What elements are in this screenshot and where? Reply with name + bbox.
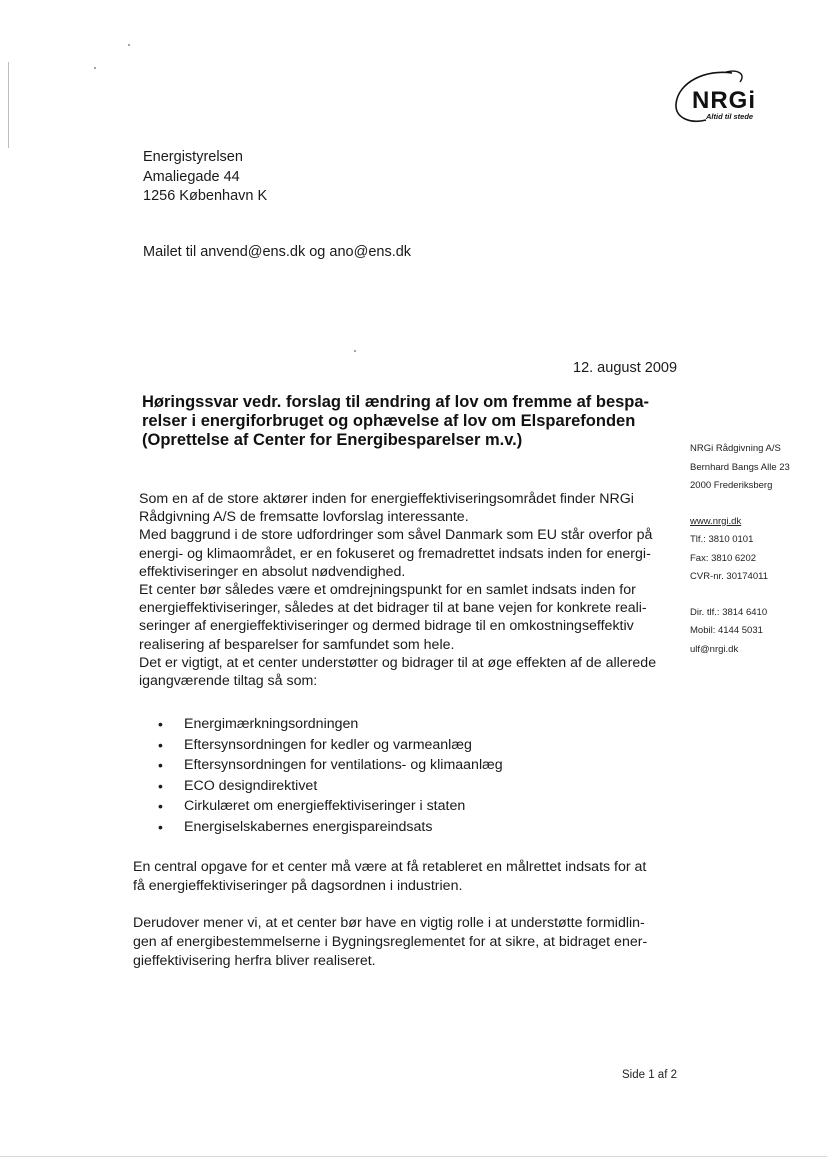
sidebar-website-link[interactable]: www.nrgi.dk <box>690 515 742 527</box>
body-line: Det er vigtigt, at et center understøtter og bidrager til at øge effekten af de allerede <box>139 654 657 671</box>
recipient-address <box>143 148 267 207</box>
list-item <box>158 817 658 838</box>
initiatives-list <box>158 714 658 837</box>
subject-line: Høringssvar vedr. forslag til ændring af lov om fremme af bespa- <box>142 393 650 411</box>
body-line: energieffektiviseringer, således at det bidrager til at bane vejen for konkrete reali- <box>139 600 647 617</box>
bullet-icon: • <box>158 818 163 835</box>
body-line: energi- og klimaområdet, er en fokuseret og fremadrettet indsats inden for energi- <box>139 545 651 562</box>
body-line: igangværende tiltag så som: <box>139 673 318 690</box>
scan-bottom-line <box>0 1156 827 1157</box>
building-regulations-paragraph <box>133 914 678 971</box>
scan-speck <box>128 44 130 46</box>
list-item-text: Eftersynsordningen for kedler og varmeanlæg <box>184 736 472 753</box>
sender-sidebar <box>690 440 820 659</box>
body-line: seringer af energieffektiviseringer og dermed bidrage til en omkostningseffektiv <box>139 618 634 635</box>
bullet-icon: • <box>158 716 163 732</box>
list-item <box>158 714 658 735</box>
list-item <box>158 776 658 797</box>
body-line: Derudover mener vi, at et center bør have en vigtig rolle i at understøtte formidlin- <box>133 915 645 931</box>
list-item-text: ECO designdirektivet <box>184 777 318 794</box>
sidebar-gap <box>690 587 820 604</box>
body-line: En central opgave for et center må være at få retableret en målrettet indsats for at <box>133 859 647 875</box>
scan-speck <box>94 67 96 69</box>
page-number: Side 1 af 2 <box>622 1069 677 1081</box>
body-line: Et center bør således være et omdrejningspunkt for en samlet indsats inden for <box>139 582 636 599</box>
body-line: realisering af besparelser for samfundet som hele. <box>139 636 455 653</box>
body-line: gieffektivisering herfra bliver realiseret. <box>133 953 376 969</box>
sidebar-company: NRGi Rådgivning A/S <box>690 443 781 454</box>
list-item <box>158 735 658 756</box>
nrgi-logo <box>666 66 786 128</box>
letter-date: 12. august 2009 <box>573 360 678 376</box>
sidebar-mobile: Mobil: 4144 5031 <box>690 625 763 636</box>
sidebar-direct-phone: Dir. tlf.: 3814 6410 <box>690 606 768 618</box>
sidebar-street: Bernhard Bangs Alle 23 <box>690 461 790 473</box>
list-item <box>158 796 658 817</box>
sidebar-gap <box>690 496 820 513</box>
scan-edge-line <box>8 62 9 148</box>
recipient-name: Energistyrelsen <box>143 149 243 165</box>
subject-line: (Oprettelse af Center for Energibesparelser m.v.) <box>142 431 523 449</box>
bullet-icon: • <box>158 757 163 773</box>
sidebar-email: ulf@nrgi.dk <box>690 643 739 655</box>
recipient-city: 1256 København K <box>143 188 268 204</box>
body-paragraph <box>139 490 684 690</box>
list-item-text: Energimærkningsordningen <box>184 716 359 732</box>
letter-subject <box>142 393 697 450</box>
list-item-text: Energiselskabernes energispareindsats <box>184 818 433 835</box>
subject-line: relser i energiforbruget og ophævelse af lov om Elsparefonden <box>142 412 636 430</box>
sidebar-phone: Tlf.: 3810 0101 <box>690 534 754 545</box>
body-line: gen af energibestemmelserne i Bygningsreglementet for at sikre, at bidraget ener- <box>133 934 648 950</box>
list-item-text: Cirkulæret om energieffektiviseringer i staten <box>184 798 466 814</box>
bullet-icon: • <box>158 736 163 753</box>
body-line: Rådgivning A/S de fremsatte lovforslag interessante. <box>139 509 469 526</box>
mailed-to-line: Mailet til anvend@ens.dk og ano@ens.dk <box>143 244 412 260</box>
sidebar-city: 2000 Frederiksberg <box>690 480 773 491</box>
bullet-icon: • <box>158 798 163 814</box>
scan-speck <box>354 350 356 352</box>
body-line: få energieffektiviseringer på dagsordnen i industrien. <box>133 878 463 894</box>
recipient-street: Amaliegade 44 <box>143 168 240 185</box>
sidebar-fax: Fax: 3810 6202 <box>690 552 757 564</box>
body-line: effektiviseringer en absolut nødvendighed. <box>139 563 406 580</box>
central-task-paragraph <box>133 858 678 896</box>
body-line: Med baggrund i de store udfordringer som såvel Danmark som EU står overfor på <box>139 527 653 544</box>
list-item-text: Eftersynsordningen for ventilations- og klimaanlæg <box>184 757 503 773</box>
body-line: Som en af de store aktører inden for energieffektiviseringsområdet finder NRGi <box>139 491 634 507</box>
bullet-icon: • <box>158 777 163 794</box>
list-item <box>158 755 658 776</box>
logo-tagline: Altid til stede <box>706 112 754 121</box>
logo-wordmark: NRGi <box>692 87 756 114</box>
sidebar-cvr: CVR-nr. 30174011 <box>690 571 768 582</box>
